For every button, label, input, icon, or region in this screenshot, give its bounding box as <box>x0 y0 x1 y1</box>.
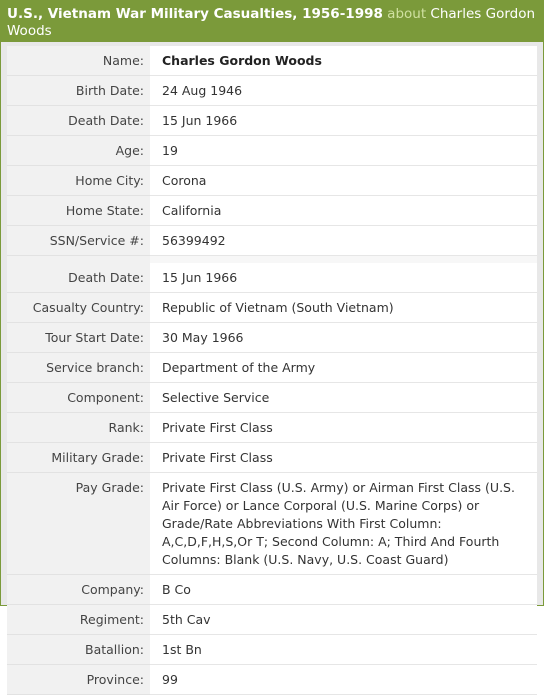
field-label: Military Grade: <box>7 443 150 473</box>
field-value: 5th Cav <box>150 605 537 635</box>
table-row <box>7 166 537 196</box>
field-label: Death Date: <box>7 106 150 136</box>
field-label: Tour Start Date: <box>7 323 150 353</box>
field-value: Private First Class <box>150 443 537 473</box>
field-label: Company: <box>7 575 150 605</box>
table-row <box>7 76 537 106</box>
field-label: Age: <box>7 136 150 166</box>
about-text: about <box>387 6 427 22</box>
table-row <box>7 473 537 575</box>
field-value: Department of the Army <box>150 353 537 383</box>
table-row <box>7 665 537 695</box>
record-table <box>7 46 537 695</box>
field-value: 1st Bn <box>150 635 537 665</box>
table-row <box>7 635 537 665</box>
field-label: Component: <box>7 383 150 413</box>
table-row <box>7 226 537 256</box>
table-row <box>7 575 537 605</box>
field-label: Service branch: <box>7 353 150 383</box>
field-value: Charles Gordon Woods <box>150 46 537 76</box>
field-label: Death Date: <box>7 263 150 293</box>
field-value: 19 <box>150 136 537 166</box>
table-row <box>7 353 537 383</box>
table-row <box>7 383 537 413</box>
collection-title[interactable]: U.S., Vietnam War Military Casualties, 1956-1998 <box>7 6 383 22</box>
field-value: Private First Class <box>150 413 537 443</box>
field-value: 99 <box>150 665 537 695</box>
record-header <box>1 1 543 42</box>
field-label: Home State: <box>7 196 150 226</box>
section-divider <box>7 256 537 263</box>
table-row <box>7 323 537 353</box>
field-value: 15 Jun 1966 <box>150 106 537 136</box>
table-row <box>7 106 537 136</box>
field-value: Private First Class (U.S. Army) or Airman First Class (U.S. Air Force) or Lance Corporal (U.S. Marine Corps) or Grade/Rate Abbreviations With First Column: A,C,D,F,H,S,Or T; Second Column: A; Third And Fourth Columns: Blank (U.S. Navy, U.S. Coast Guard) <box>150 473 537 575</box>
field-label: Birth Date: <box>7 76 150 106</box>
field-label: Home City: <box>7 166 150 196</box>
person-name-link[interactable]: Charles Gordon Woods <box>7 6 536 39</box>
field-value: 15 Jun 1966 <box>150 263 537 293</box>
table-row <box>7 605 537 635</box>
field-value: 56399492 <box>150 226 537 256</box>
table-row <box>7 196 537 226</box>
table-row <box>7 413 537 443</box>
field-label: Rank: <box>7 413 150 443</box>
field-value: Corona <box>150 166 537 196</box>
field-value: 30 May 1966 <box>150 323 537 353</box>
field-label: Batallion: <box>7 635 150 665</box>
field-label: Casualty Country: <box>7 293 150 323</box>
field-value: California <box>150 196 537 226</box>
table-row <box>7 293 537 323</box>
table-row <box>7 443 537 473</box>
field-value: Selective Service <box>150 383 537 413</box>
table-row <box>7 263 537 293</box>
table-row <box>7 46 537 76</box>
table-row <box>7 136 537 166</box>
field-value: B Co <box>150 575 537 605</box>
field-label: SSN/Service #: <box>7 226 150 256</box>
field-label: Name: <box>7 46 150 76</box>
field-value: Republic of Vietnam (South Vietnam) <box>150 293 537 323</box>
field-value: 24 Aug 1946 <box>150 76 537 106</box>
record-body <box>1 42 543 695</box>
field-label: Pay Grade: <box>7 473 150 575</box>
field-label: Regiment: <box>7 605 150 635</box>
field-label: Province: <box>7 665 150 695</box>
